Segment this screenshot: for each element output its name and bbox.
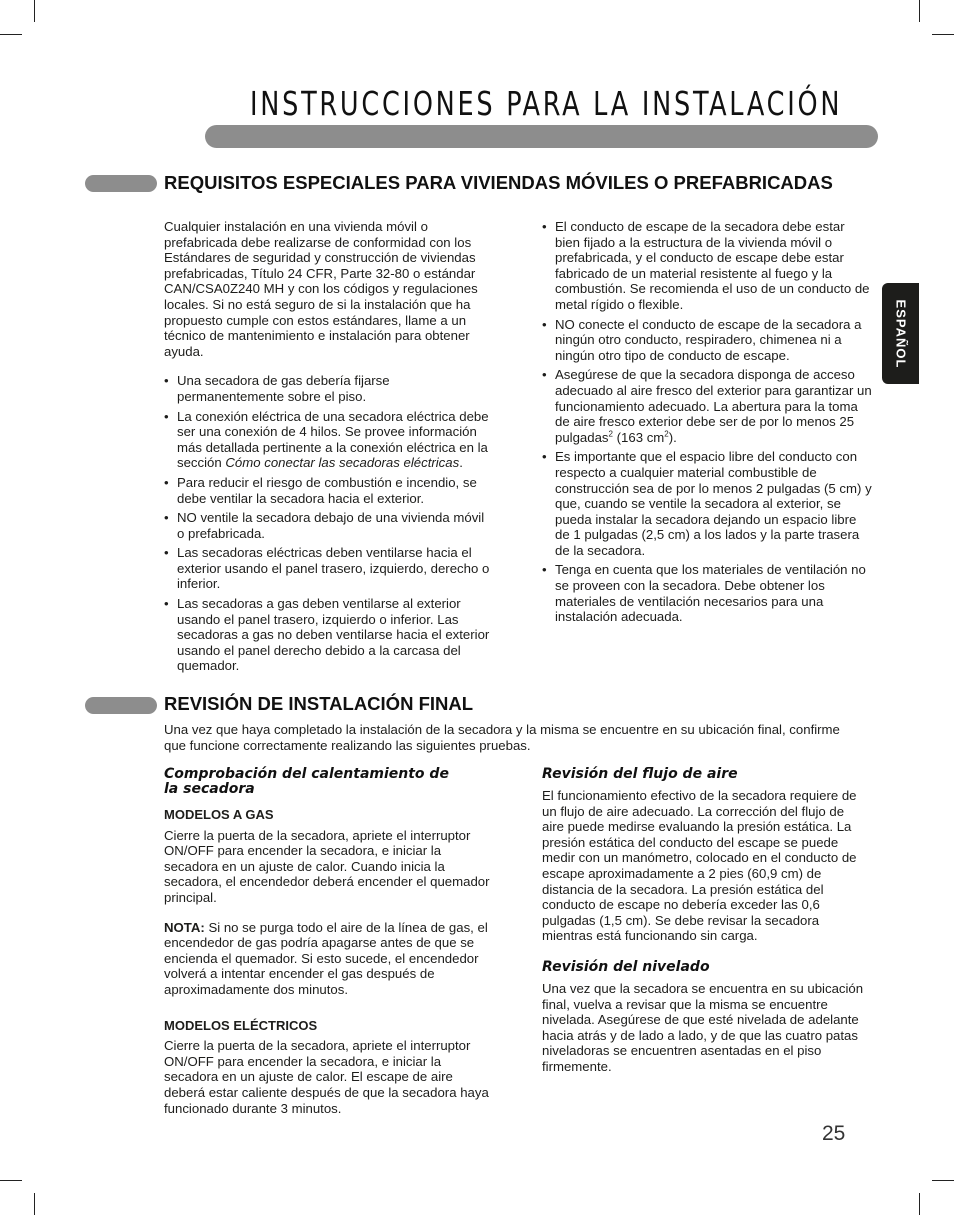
list-item: • Una secadora de gas debería fijarse permanentemente sobre el piso. <box>164 373 494 404</box>
airflow-check-text: El funcionamiento efectivo de la secadora requiere de un flujo de aire adecuado. La corrección del flujo de aire puede medirse evaluando la presión estática. La presión estática del conducto del escape se puede medir con un manómetro, colocado en el conducto de escape aproximadamente a 2 pies (60,9 cm) de distancia de la secadora. La presión estática del conducto de escape no debería exceder las 0,6 pulgadas (1,5 cm). Se debe revisar la secadora mientras está funcionando sin carga. <box>542 788 857 944</box>
gas-models-title: MODELOS A GAS <box>164 807 274 822</box>
section1-left-list <box>164 373 494 674</box>
list-item: • NO ventile la secadora debajo de una vivienda móvil o prefabricada. <box>164 510 494 541</box>
section-marker <box>85 697 157 714</box>
crop-mark <box>919 1193 920 1215</box>
section2-left-column <box>164 767 494 1130</box>
language-tab-label: ESPAÑOL <box>893 299 908 368</box>
crop-mark <box>932 34 954 35</box>
electric-models-text: Cierre la puerta de la secadora, apriete el interruptor ON/OFF para encender la secadora, e iniciar la secadora en un ajuste de calor. El escape de aire deberá estar caliente después de que la secadora haya funcionado durante 3 minutos. <box>164 1038 489 1116</box>
leveling-check-text: Una vez que la secadora se encuentra en su ubicación final, vuelva a revisar que la misma se encuentre nivelada. Asegúrese de que esté nivelada de adelante hacia atrás y de lado a lado, y de que las cuatro patas niveladoras se encuentren asentadas en el piso firmemente. <box>542 980 864 1074</box>
list-item: • Las secadoras eléctricas deben ventilarse hacia el exterior usando el panel trasero, izquierdo, derecho o inferior. <box>164 545 494 592</box>
section1-intro: Cualquier instalación en una vivienda móvil o prefabricada debe realizarse de conformidad con los Estándares de seguridad y construcción de viviendas prefabricadas, Título 24 CFR, Parte 32-80 o estándar CAN/CSA0Z240 MH y con los códigos y regulaciones locales. Si no está seguro de si la instalación que ha propuesto cumple con estos estándares, llame a un técnico de mantenimiento e instalación para obtener ayuda. <box>164 219 478 359</box>
section-title-mobile-homes: REQUISITOS ESPECIALES PARA VIVIENDAS MÓVILES O PREFABRICADAS <box>164 172 833 193</box>
page-number: 25 <box>822 1122 846 1145</box>
crop-mark <box>932 1180 954 1181</box>
crop-mark <box>0 1180 22 1181</box>
crop-mark <box>34 0 35 22</box>
list-item: • NO conecte el conducto de escape de la secadora a ningún otro conducto, respiradero, chimenea ni a ningún otro tipo de conducto de escape. <box>542 317 872 364</box>
list-item: • La conexión eléctrica de una secadora eléctrica debe ser una conexión de 4 hilos. Se provee información más detallada pertinente a la conexión eléctrica en la sección Cómo conectar las secadoras eléctricas. <box>164 409 494 471</box>
list-item: • Es importante que el espacio libre del conducto con respecto a cualquier material combustible de construcción sea de por lo menos 2 pulgadas (5 cm) y que, cuando se ventile la secadora al exterior, se pueda instalar la secadora dejando un espacio libre de 1 pulgadas (2,5 cm) a los lados y la parte trasera de la secadora. <box>542 449 872 558</box>
section2-intro: Una vez que haya completado la instalación de la secadora y la misma se encuentre en su ubicación final, confirme que funcione correctamente realizando las siguientes pruebas. <box>164 722 840 753</box>
leveling-check-title: Revisión del nivelado <box>542 958 710 975</box>
section1-left-column <box>164 219 494 678</box>
crop-mark <box>0 34 22 35</box>
electric-models-title: MODELOS ELÉCTRICOS <box>164 1017 318 1033</box>
section-marker <box>85 175 157 192</box>
list-item: • Las secadoras a gas deben ventilarse al exterior usando el panel trasero, izquierdo o inferior. Las secadoras a gas no deben ventilarse hacia el exterior usando el panel derecho debido a la carcasa del quemador. <box>164 596 494 674</box>
list-item: • El conducto de escape de la secadora debe estar bien fijado a la estructura de la vivienda móvil o prefabricada, y el conducto de escape debe estar fabricado de un material resistente al fuego y la combustión. Se recomienda el uso de un conducto de metal rígido o flexible. <box>542 219 872 313</box>
section1-right-list <box>542 219 872 625</box>
crop-mark <box>34 1193 35 1215</box>
note-paragraph: NOTA: Si no se purga todo el aire de la línea de gas, el encendedor de gas podría apagarse antes de que se encienda el quemador. Si esto sucede, el encendedor volverá a intentar encender el gas después de aproximadamente dos minutos. <box>164 919 488 997</box>
title-underline-bar <box>205 125 878 148</box>
heating-check-title: Comprobación del calentamiento de la secadora <box>164 766 449 797</box>
section2-right-column <box>542 767 868 1089</box>
list-item: • Asegúrese de que la secadora disponga de acceso adecuado al aire fresco del exterior para garantizar un funcionamiento adecuado. La abertura para la toma de aire fresco exterior debe ser de por lo menos 25 pulgadas$^2$ (163 $cm^2$). <box>542 367 872 445</box>
list-item: • Tenga en cuenta que los materiales de ventilación no se proveen con la secadora. Debe obtener los materiales de ventilación necesarios para una instalación adecuada. <box>542 562 872 624</box>
gas-models-text: Cierre la puerta de la secadora, apriete el interruptor ON/OFF para encender la secadora, e iniciar la secadora en un ajuste de calor. Cuando inicia la secadora, el encendedor deberá encender el quemador principal. <box>164 827 490 905</box>
crop-mark <box>919 0 920 22</box>
section-title-final-check: REVISIÓN DE INSTALACIÓN FINAL <box>164 693 474 714</box>
language-tab <box>882 283 919 384</box>
airflow-check-title: Revisión del flujo de aire <box>542 766 738 782</box>
list-item: • Para reducir el riesgo de combustión e incendio, se debe ventilar la secadora hacia el exterior. <box>164 475 494 506</box>
page-title: INSTRUCCIONES PARA LA INSTALACIÓN <box>250 84 843 123</box>
section1-right-column <box>542 219 872 629</box>
